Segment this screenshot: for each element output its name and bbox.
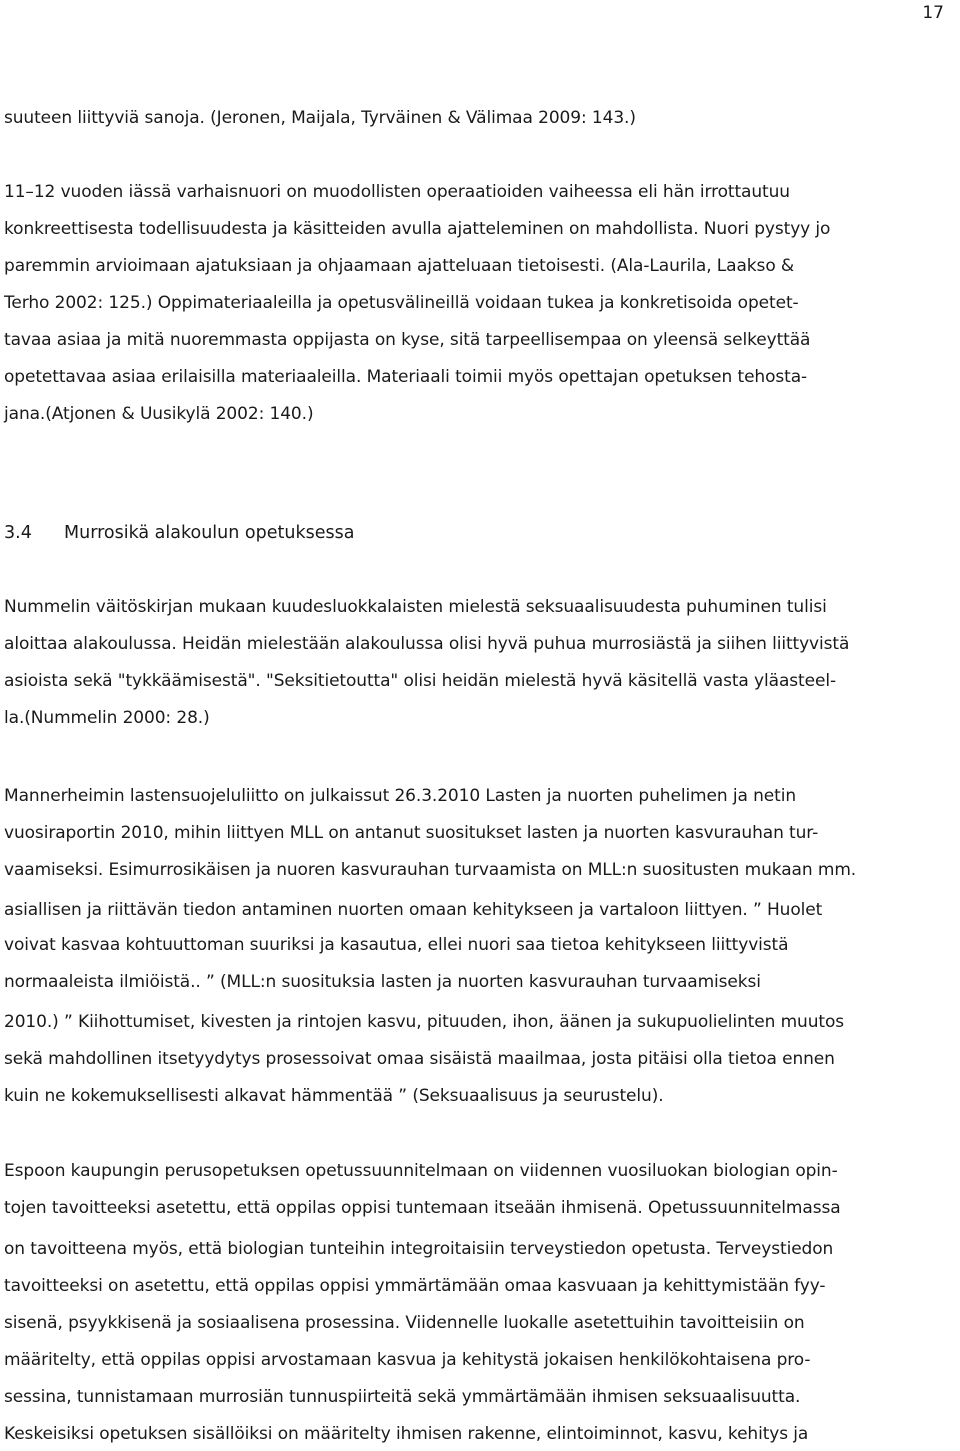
text-line: asioista sekä "tykkäämisestä". "Seksitietoutta" olisi heidän mielestä hyvä käsitellä vasta yläasteel- xyxy=(4,671,836,691)
text-line: sekä mahdollinen itsetyydytys prosessoivat omaa sisäistä maailmaa, josta pitäisi olla tietoa ennen xyxy=(4,1049,835,1069)
section-heading xyxy=(4,522,354,544)
text-line: suuteen liittyviä sanoja. (Jeronen, Maijala, Tyrväinen & Välimaa 2009: 143.) xyxy=(4,108,636,128)
text-line: tavoitteeksi on asetettu, että oppilas oppisi ymmärtämään omaa kasvuaan ja kehittymistään fyy- xyxy=(4,1276,826,1296)
text-line: vaamiseksi. Esimurrosikäisen ja nuoren kasvurauhan turvaamista on MLL:n suositusten mukaan mm. xyxy=(4,860,857,880)
text-line: sessina, tunnistamaan murrosiän tunnuspiirteitä sekä ymmärtämään ihmisen seksuaalisuutta. xyxy=(4,1387,801,1407)
text-line: jana.(Atjonen & Uusikylä 2002: 140.) xyxy=(4,404,314,424)
text-line: opetettavaa asiaa erilaisilla materiaaleilla. Materiaali toimii myös opettajan opetuksen tehosta- xyxy=(4,367,808,387)
text-line: tojen tavoitteeksi asetettu, että oppilas oppisi tuntemaan itseään ihmisenä. Opetussuunnitelmassa xyxy=(4,1198,841,1218)
section-title: Murrosikä alakoulun opetuksessa xyxy=(64,523,355,543)
text-line: Nummelin väitöskirjan mukaan kuudesluokkalaisten mielestä seksuaalisuudesta puhuminen tulisi xyxy=(4,597,827,617)
text-line: Keskeisiksi opetuksen sisällöiksi on määritelty ihmisen rakenne, elintoiminnot, kasvu, kehitys ja xyxy=(4,1424,809,1444)
text-line: la.(Nummelin 2000: 28.) xyxy=(4,708,210,728)
text-line: asiallisen ja riittävän tiedon antaminen nuorten omaan kehitykseen ja vartaloon liittyen. ” Huolet xyxy=(4,900,823,920)
text-line: 11–12 vuoden iässä varhaisnuori on muodollisten operaatioiden vaiheessa eli hän irrottautuu xyxy=(4,182,790,202)
text-line: Mannerheimin lastensuojeluliitto on julkaissut 26.3.2010 Lasten ja nuorten puhelimen ja netin xyxy=(4,786,797,806)
text-line: konkreettisesta todellisuudesta ja käsitteiden avulla ajatteleminen on mahdollista. Nuori pystyy jo xyxy=(4,219,831,239)
text-line: voivat kasvaa kohtuuttoman suuriksi ja kasautua, ellei nuori saa tietoa kehitykseen liittyvistä xyxy=(4,935,789,955)
text-line: Terho 2002: 125.) Oppimateriaaleilla ja opetusvälineillä voidaan tukea ja konkretisoida opetet- xyxy=(4,293,799,313)
text-line: Espoon kaupungin perusopetuksen opetussuunnitelmaan on viidennen vuosiluokan biologian opin- xyxy=(4,1161,838,1181)
text-line: kuin ne kokemuksellisesti alkavat hämmentää ” (Seksuaalisuus ja seurustelu). xyxy=(4,1086,664,1106)
text-line: on tavoitteena myös, että biologian tunteihin integroitaisiin terveystiedon opetusta. Terveystiedon xyxy=(4,1239,834,1259)
text-line: tavaa asiaa ja mitä nuoremmasta oppijasta on kyse, sitä tarpeellisempaa on yleensä selkeyttää xyxy=(4,330,811,350)
text-line: paremmin arvioimaan ajatuksiaan ja ohjaamaan ajatteluaan tietoisesti. (Ala-Laurila, Laakso & xyxy=(4,256,795,276)
text-line: 2010.) ” Kiihottumiset, kivesten ja rintojen kasvu, pituuden, ihon, äänen ja sukupuolielinten muutos xyxy=(4,1012,845,1032)
text-line: vuosiraportin 2010, mihin liittyen MLL on antanut suositukset lasten ja nuorten kasvurauhan tur- xyxy=(4,823,819,843)
text-line: määritelty, että oppilas oppisi arvostamaan kasvua ja kehitystä jokaisen henkilökohtaisena pro- xyxy=(4,1350,811,1370)
text-line: sisenä, psyykkisenä ja sosiaalisena prosessina. Viidennelle luokalle asetettuihin tavoitteisiin on xyxy=(4,1313,805,1333)
section-number: 3.4 xyxy=(4,523,32,543)
text-line: normaaleista ilmiöistä.. ” (MLL:n suosituksia lasten ja nuorten kasvurauhan turvaamiseksi xyxy=(4,972,761,992)
text-line: aloittaa alakoulussa. Heidän mielestään alakoulussa olisi hyvä puhua murrosiästä ja siihen liittyvistä xyxy=(4,634,850,654)
page-number: 17 xyxy=(922,3,944,23)
